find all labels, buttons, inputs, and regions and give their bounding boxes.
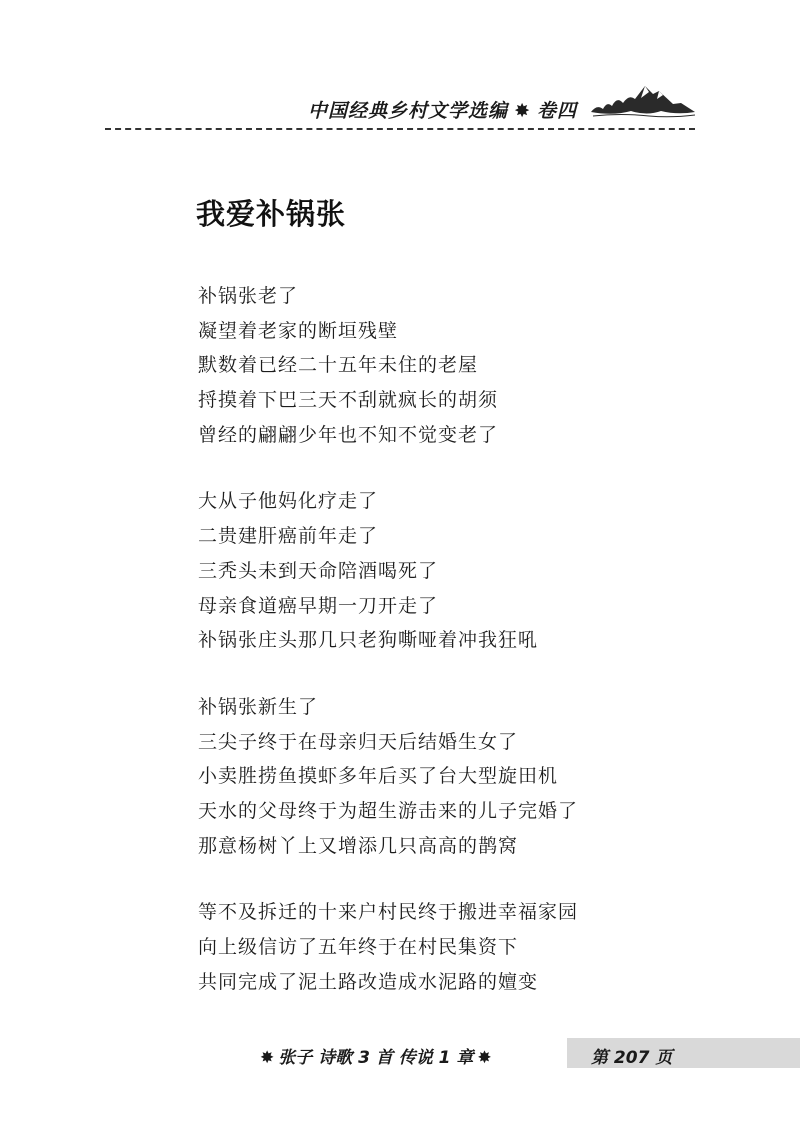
running-header [105,78,695,130]
poem-line: 补锅张老了 [198,285,299,307]
poem-line: 捋摸着下巴三天不刮就疯长的胡须 [198,389,499,412]
book-title: 中国经典乡村文学选编 [308,100,509,122]
poem-line: 小卖胜捞鱼摸虾多年后买了台大型旋田机 [198,765,559,788]
poem-line: 三秃头未到天命陪酒喝死了 [198,559,439,582]
poem-line: 三尖子终于在母亲归天后结婚生女了 [198,730,519,753]
page-number: 第 207 页 [591,1048,673,1068]
volume-label: 卷四 [536,100,577,122]
footer-section [256,1043,496,1068]
poem-title: 我爱补锅张 [196,197,347,231]
running-footer [0,1038,800,1070]
poem-line: 那意杨树丫上又增添几只高高的鹊窝 [198,834,519,857]
poem-line: 二贵建肝癌前年走了 [198,525,379,548]
star-separator-icon: ✸ [514,100,531,122]
poem-line: 曾经的翩翩少年也不知不觉变老了 [198,423,499,446]
stanza [198,484,718,657]
stanza [198,895,718,999]
stanza [198,279,718,452]
page-number-box [567,1038,800,1068]
header-divider [105,128,695,130]
footer-section-text: 张子 诗歌 3 首 传说 1 章 [278,1048,474,1068]
poem-line: 凝望着老家的断垣残壁 [198,319,399,342]
star-right-icon: ✸ [477,1048,492,1068]
poem-body [198,279,718,1031]
poem-line: 补锅张新生了 [198,695,319,718]
poem-line: 补锅张庄头那几只老狗嘶哑着冲我狂吼 [198,629,539,652]
star-left-icon: ✸ [260,1048,275,1068]
mountain-icon [591,82,695,118]
poem-line: 默数着已经二十五年未住的老屋 [198,354,479,377]
poem-line: 天水的父母终于为超生游击来的儿子完婚了 [198,799,579,822]
poem-line: 母亲食道癌早期一刀开走了 [198,594,439,617]
poem-line: 向上级信访了五年终于在村民集资下 [198,936,519,958]
poem-line: 共同完成了泥土路改造成水泥路的嬗变 [198,970,539,993]
header-title [308,96,577,123]
poem-line: 大从子他妈化疗走了 [198,490,379,513]
stanza [198,690,718,863]
poem-line: 等不及拆迁的十来户村民终于搬进幸福家园 [198,901,579,924]
